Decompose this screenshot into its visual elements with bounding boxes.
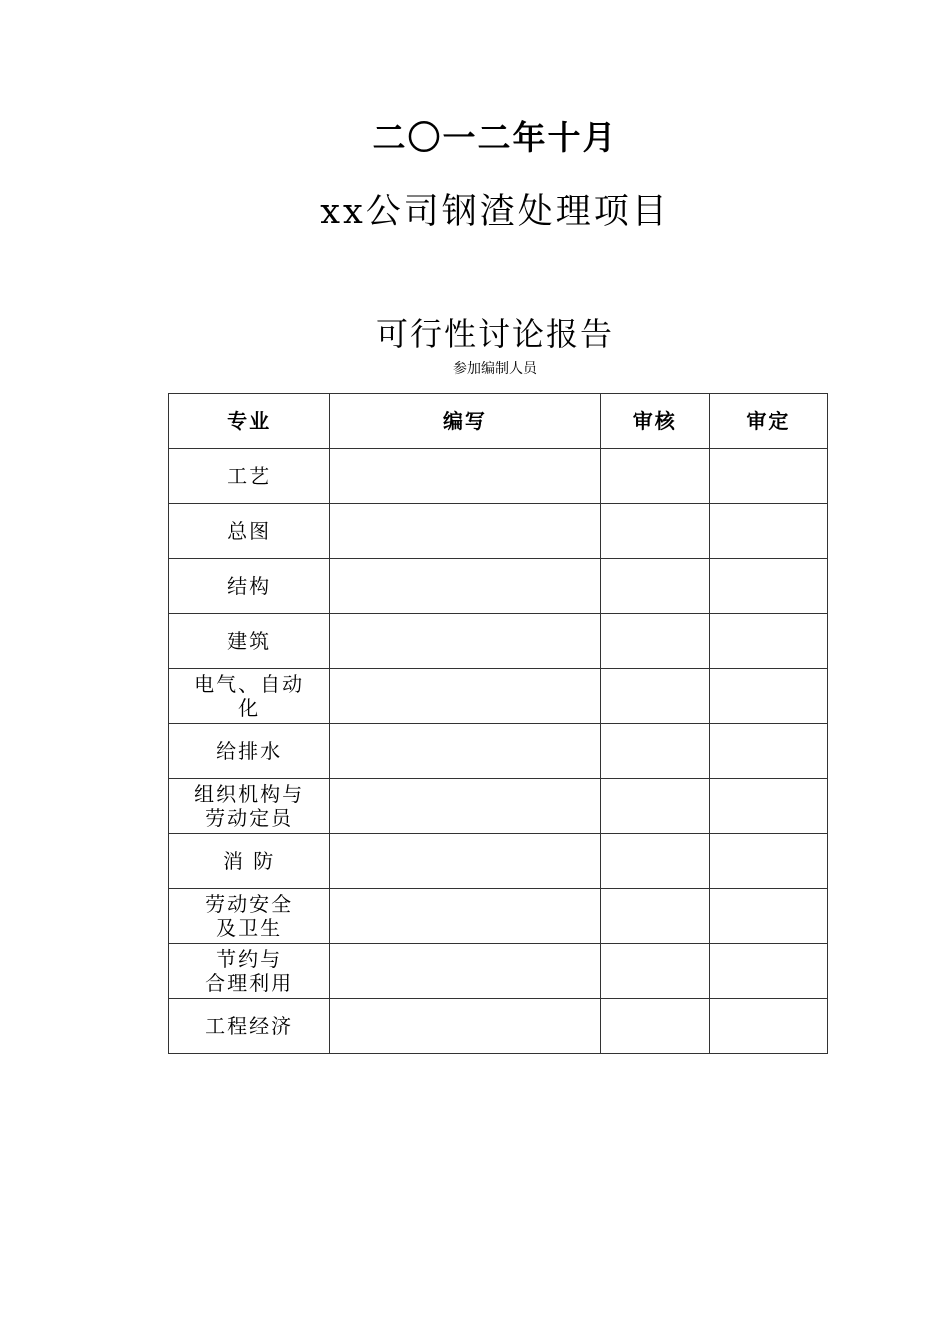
reviewer-cell [600, 889, 709, 944]
major-cell [169, 889, 330, 944]
writer-cell [330, 669, 600, 724]
approver-cell [709, 669, 827, 724]
writer-cell [330, 944, 600, 999]
reviewer-cell [600, 779, 709, 834]
writer-cell [330, 449, 600, 504]
table-row [169, 944, 828, 999]
table-header-row [169, 394, 828, 449]
reviewer-cell [600, 669, 709, 724]
writer-cell [330, 999, 600, 1054]
major-cell [169, 944, 330, 999]
reviewer-cell [600, 999, 709, 1054]
writer-cell [330, 779, 600, 834]
table-row [169, 999, 828, 1054]
table-row [169, 724, 828, 779]
reviewer-cell [600, 724, 709, 779]
writer-cell [330, 834, 600, 889]
table-row [169, 779, 828, 834]
major-label: 节约与 合理利用 [205, 947, 294, 995]
approver-cell [709, 889, 827, 944]
approver-cell [709, 999, 827, 1054]
major-cell [169, 999, 330, 1054]
major-cell [169, 614, 330, 669]
reviewer-cell [600, 559, 709, 614]
table-row [169, 889, 828, 944]
column-header-reviewer: 审核 [600, 394, 709, 449]
reviewer-cell [600, 834, 709, 889]
major-label: 结构 [227, 574, 272, 598]
major-cell [169, 449, 330, 504]
project-title: xx公司钢渣处理项目 [320, 192, 670, 232]
writer-cell [330, 614, 600, 669]
reviewer-cell [600, 944, 709, 999]
approver-cell [709, 449, 827, 504]
report-title: 可行性讨论报告 [375, 315, 614, 353]
column-header-major: 专业 [169, 394, 330, 449]
table-row [169, 449, 828, 504]
writer-cell [330, 724, 600, 779]
approver-cell [709, 559, 827, 614]
major-cell [169, 779, 330, 834]
writer-cell [330, 559, 600, 614]
major-label: 组织机构与 劳动定员 [194, 782, 305, 830]
major-cell [169, 724, 330, 779]
staff-table [168, 393, 828, 1054]
reviewer-cell [600, 449, 709, 504]
table-row [169, 504, 828, 559]
column-header-approver: 审定 [709, 394, 827, 449]
approver-cell [709, 504, 827, 559]
major-cell [169, 669, 330, 724]
table-row [169, 669, 828, 724]
major-label: 建筑 [227, 629, 272, 653]
major-cell [169, 834, 330, 889]
writer-cell [330, 889, 600, 944]
staff-caption: 参加编制人员 [453, 361, 537, 377]
major-cell [169, 559, 330, 614]
major-label: 劳动安全 及卫生 [205, 892, 294, 940]
major-label: 电气、自动 化 [194, 672, 305, 720]
column-header-writer: 编写 [330, 394, 600, 449]
reviewer-cell [600, 614, 709, 669]
major-label: 总图 [227, 519, 272, 543]
approver-cell [709, 944, 827, 999]
table-row [169, 559, 828, 614]
table-row [169, 834, 828, 889]
major-cell [169, 504, 330, 559]
report-date: 二〇一二年十月 [372, 118, 618, 157]
major-label: 工艺 [227, 464, 272, 488]
table-row [169, 614, 828, 669]
reviewer-cell [600, 504, 709, 559]
major-label: 工程经济 [205, 1014, 294, 1038]
writer-cell [330, 504, 600, 559]
major-label: 消 防 [222, 849, 276, 873]
approver-cell [709, 779, 827, 834]
approver-cell [709, 614, 827, 669]
approver-cell [709, 834, 827, 889]
major-label: 给排水 [216, 739, 283, 763]
approver-cell [709, 724, 827, 779]
